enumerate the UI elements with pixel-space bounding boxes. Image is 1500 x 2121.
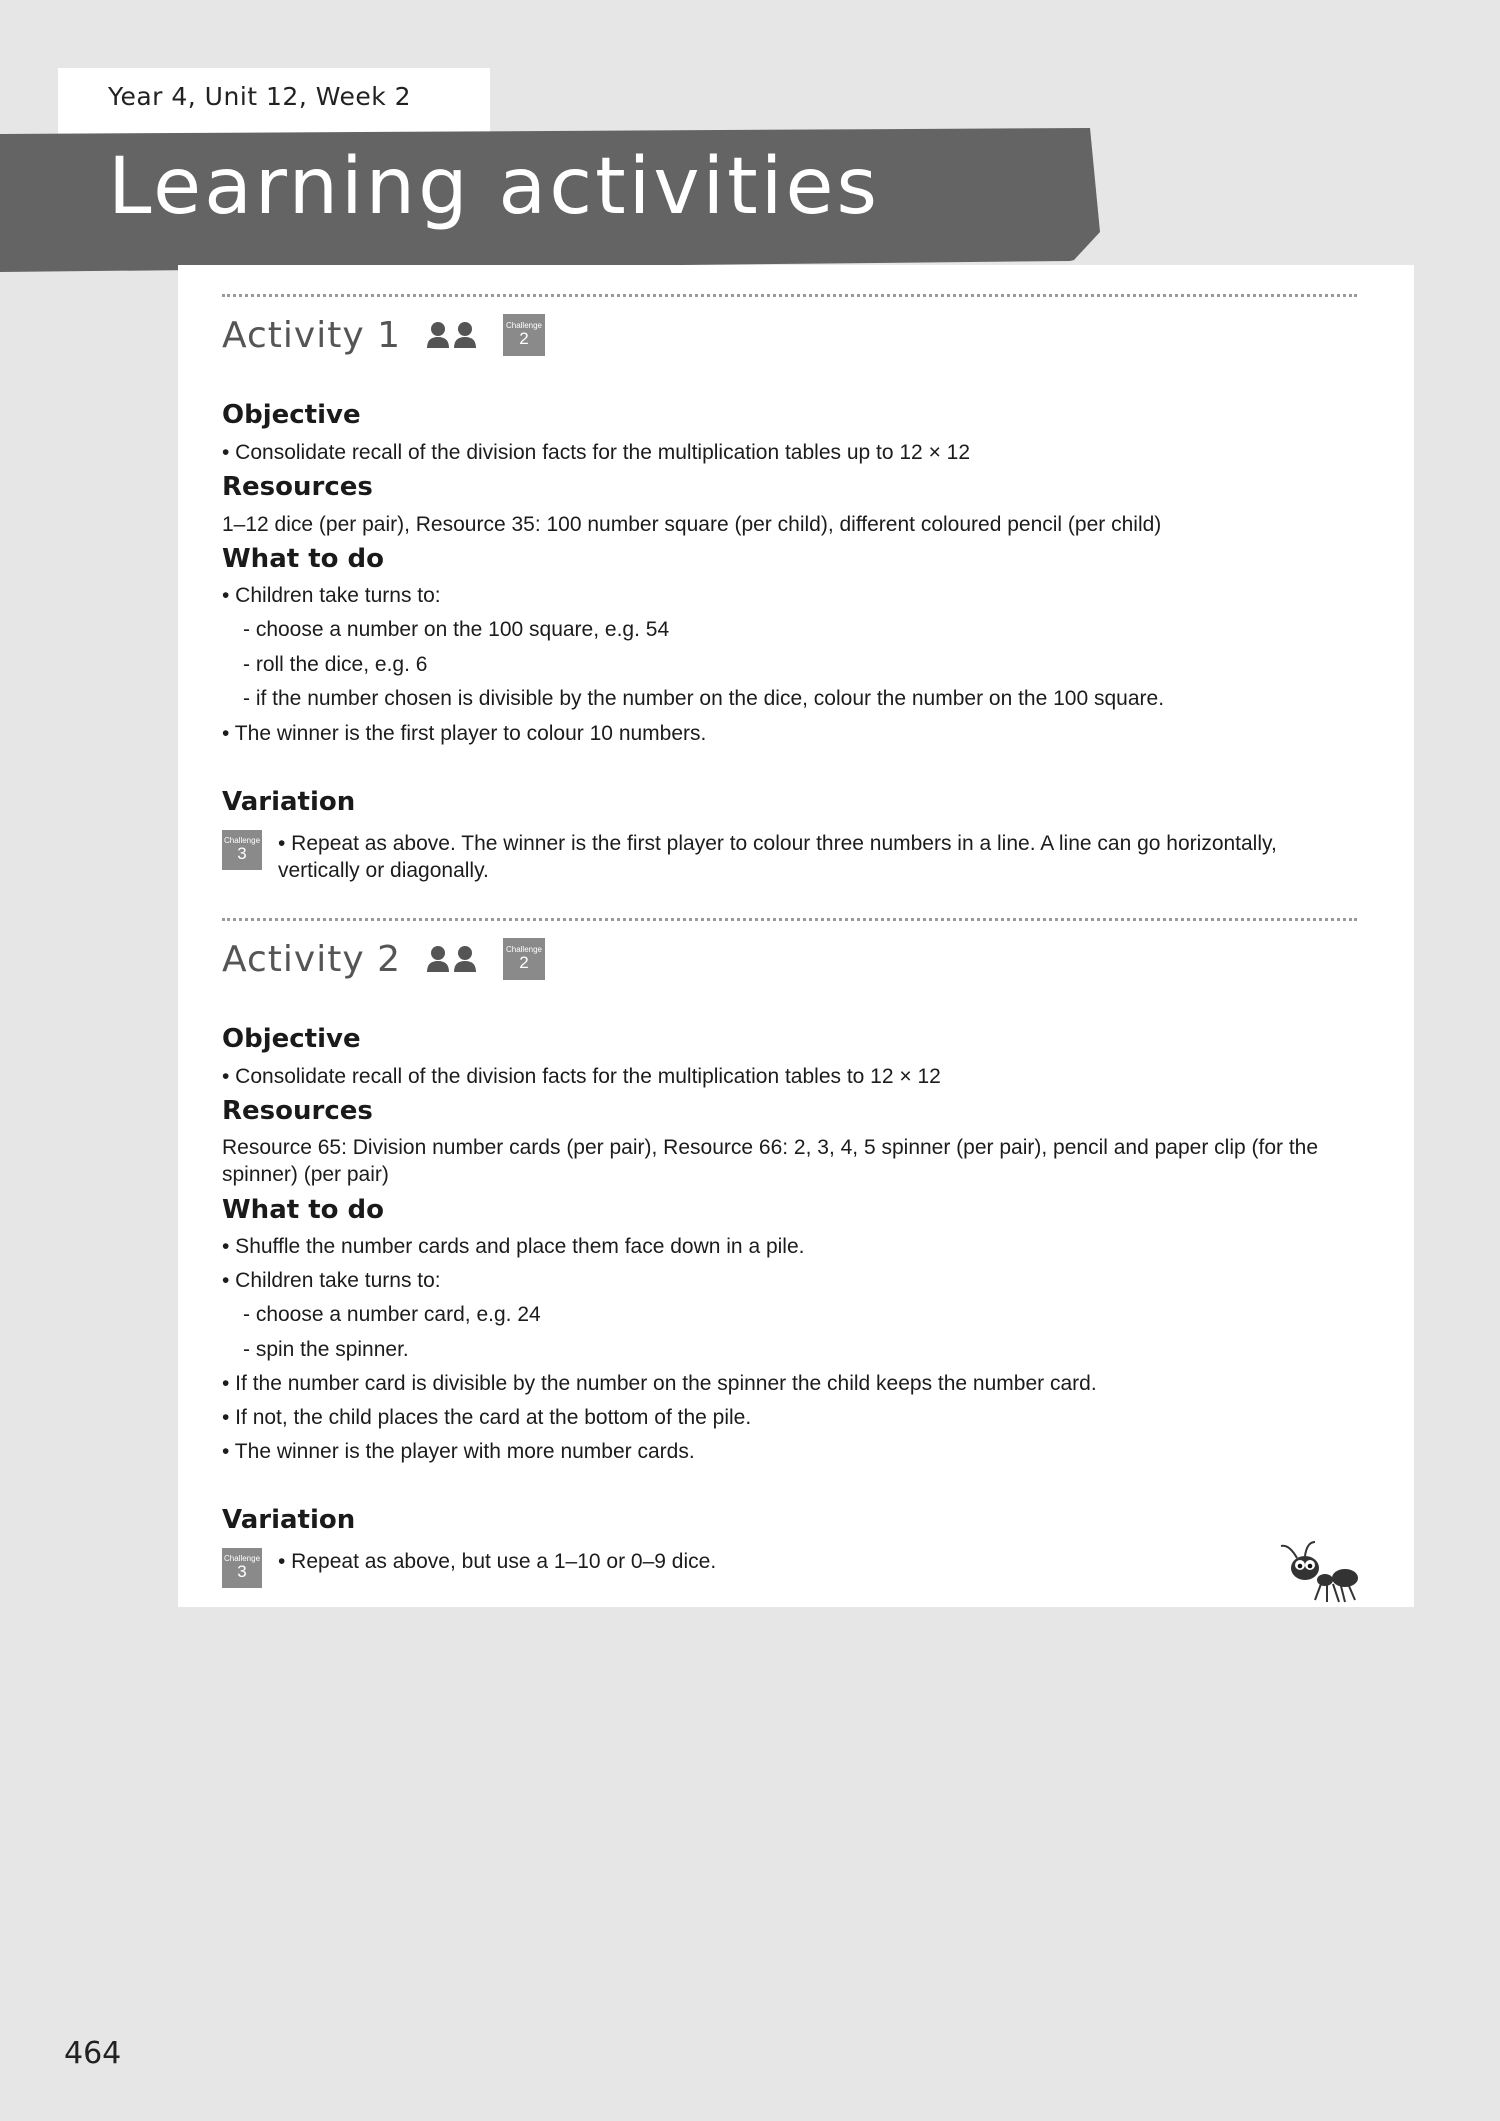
objective-text: • Consolidate recall of the division facts for the multiplication tables up to 12 × 12 [222,441,971,464]
challenge-word: Challenge [223,1554,261,1564]
resources-heading: Resources [222,472,373,502]
step-item: - choose a number on the 100 square, e.g. 54 [243,618,670,641]
challenge-word: Challenge [223,836,261,846]
step-item: • Children take turns to: [222,584,441,607]
step-item: • If not, the child places the card at the bottom of the pile. [222,1406,752,1429]
two-children-icon [425,320,479,350]
section-divider [222,918,1357,921]
challenge-badge [503,938,545,980]
variation-row [222,830,1353,884]
challenge-word: Challenge [505,321,542,331]
challenge-badge [222,830,262,870]
step-item: • The winner is the player with more number cards. [222,1440,695,1463]
objective-text: • Consolidate recall of the division facts for the multiplication tables to 12 × 12 [222,1065,941,1088]
activity-title: Activity 2 [222,938,401,980]
resources-text: 1–12 dice (per pair), Resource 35: 100 number square (per child), different coloured pencil (per child) [222,513,1162,536]
activity-1-header [222,310,545,360]
challenge-level: 2 [519,329,529,349]
what-to-do-heading: What to do [222,1195,385,1225]
step-item: - if the number chosen is divisible by the number on the dice, colour the number on the 100 square. [243,687,1165,710]
resources-text: Resource 65: Division number cards (per pair), Resource 66: 2, 3, 4, 5 spinner (per pair), pencil and paper clip (for the spinner) (per pair) [222,1136,1319,1186]
section-divider [222,294,1357,297]
step-item: • Children take turns to: [222,1269,441,1292]
variation-text: • Repeat as above. The winner is the first player to colour three numbers in a line. A line can go horizontally, vertically or diagonally. [278,832,1277,882]
challenge-badge [222,1548,262,1588]
activity-2-header [222,934,545,984]
resources-heading: Resources [222,1096,373,1126]
challenge-badge [503,314,545,356]
what-to-do-heading: What to do [222,544,385,574]
step-item: • The winner is the first player to colour 10 numbers. [222,722,707,745]
unit-label: Year 4, Unit 12, Week 2 [108,82,412,111]
variation-heading: Variation [222,1505,356,1535]
page-number: 464 [64,2036,122,2071]
step-item: - roll the dice, e.g. 6 [243,653,428,676]
challenge-level: 3 [237,844,247,864]
variation-heading: Variation [222,787,356,817]
challenge-word: Challenge [505,945,542,955]
step-item: - spin the spinner. [243,1338,409,1361]
two-children-icon [425,944,479,974]
step-item: • Shuffle the number cards and place them face down in a pile. [222,1235,805,1258]
ant-icon [1275,1540,1365,1610]
step-item: - choose a number card, e.g. 24 [243,1303,541,1326]
step-item: • If the number card is divisible by the number on the spinner the child keeps the number card. [222,1372,1097,1395]
objective-heading: Objective [222,1024,361,1054]
variation-text: • Repeat as above, but use a 1–10 or 0–9 dice. [278,1550,717,1573]
activity-title: Activity 1 [222,314,401,356]
objective-heading: Objective [222,400,361,430]
challenge-level: 2 [519,953,529,973]
challenge-level: 3 [237,1562,247,1582]
page-title: Learning activities [108,142,881,232]
variation-row [222,1548,1353,1588]
